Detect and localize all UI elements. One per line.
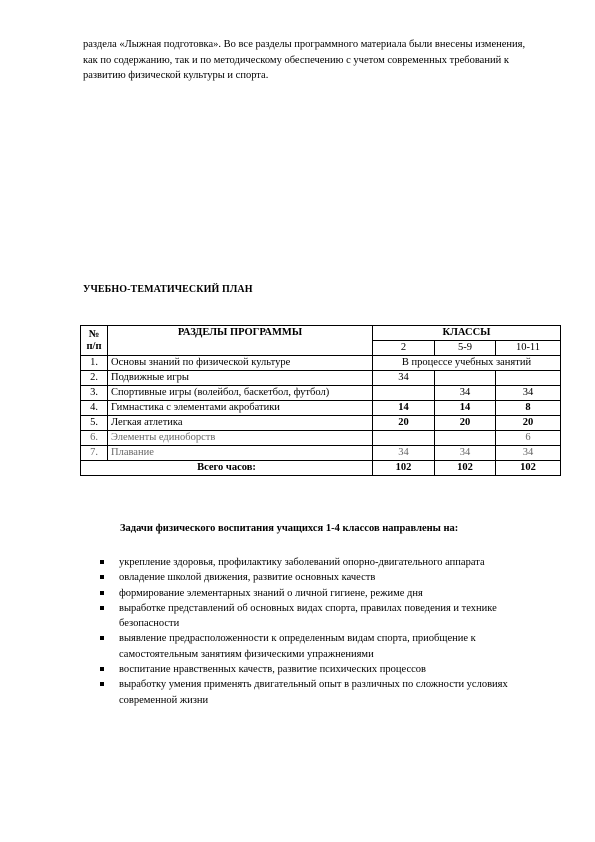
list-item [100,631,545,662]
table-row [81,371,561,386]
list-item-text: воспитание нравственных качеств, развитие психических процессов [119,664,426,676]
list-item [100,601,545,632]
row-value: 34 [373,371,435,386]
row-num: 3. [81,386,108,401]
row-name: Основы знаний по физической культуре [108,356,373,371]
row-value: 34 [373,446,435,461]
row-value [373,431,435,446]
header-num: № п/п [81,326,108,356]
list-item [100,570,545,585]
table-header-row [81,326,561,341]
row-value: 20 [373,416,435,431]
curriculum-table [80,325,561,476]
row-value: 14 [373,401,435,416]
tasks-list [100,555,545,708]
row-value: 20 [435,416,496,431]
list-item-text: формирование элементарных знаний о личной гигиене, режиме дня [119,587,423,599]
total-label: Всего часов: [81,461,373,476]
table-row [81,431,561,446]
list-item-text: выработке представлений об основных видах спорта, правилах поведения и технике безопасности [119,602,497,630]
row-name: Плавание [108,446,373,461]
list-item [100,677,545,708]
intro-paragraph: раздела «Лыжная подготовка». Во все разделы программного материала были внесены изменения, как по содержанию, так и по методическому обеспечению с учетом современных требований к развитию физической культуры и спорта. [83,39,526,81]
table-row [81,401,561,416]
row-num: 6. [81,431,108,446]
square-bullet-icon [100,560,104,564]
row-value: 14 [435,401,496,416]
list-item-text: укрепление здоровья, профилактику заболеваний опорно-двигательного аппарата [119,557,485,568]
row-num: 2. [81,371,108,386]
list-item-text: овладение школой движения, развитие основных качеств [119,572,376,584]
list-item-text: выявление предрасположенности к определенным видам спорта, приобщение к самостоятельным занятиям физическими упражнениями [119,633,476,660]
square-bullet-icon [100,667,104,671]
row-value: 20 [496,416,561,431]
square-bullet-icon [100,575,104,579]
table-row [81,356,561,371]
square-bullet-icon [100,636,104,640]
row-num: 4. [81,401,108,416]
row-value: 6 [496,431,561,446]
header-classes: КЛАССЫ [373,326,561,341]
row-name: Подвижные игры [108,371,373,386]
plan-title: УЧЕБНО-ТЕМАТИЧЕСКИЙ ПЛАН [83,284,253,295]
square-bullet-icon [100,591,104,595]
row-value: 34 [435,446,496,461]
row-value: 34 [496,386,561,401]
row-span-note: В процессе учебных занятий [373,356,561,371]
table-row [81,386,561,401]
total-value: 102 [373,461,435,476]
list-item [100,662,545,677]
row-value [496,371,561,386]
row-name: Гимнастика с элементами акробатики [108,401,373,416]
row-value: 34 [496,446,561,461]
grade-5-9: 5-9 [435,341,496,356]
total-value: 102 [496,461,561,476]
table-row [81,416,561,431]
tasks-heading: Задачи физического воспитания учащихся 1-4 классов направлены на: [120,523,459,534]
total-value: 102 [435,461,496,476]
grade-2: 2 [373,341,435,356]
row-value [435,371,496,386]
row-num: 1. [81,356,108,371]
row-value: 8 [496,401,561,416]
row-value: 34 [435,386,496,401]
row-num: 7. [81,446,108,461]
square-bullet-icon [100,682,104,686]
header-sections: РАЗДЕЛЫ ПРОГРАММЫ [108,326,373,356]
list-item-text: выработку умения применять двигательный опыт в различных по сложности условиях современной жизни [119,679,508,706]
row-name: Спортивные игры (волейбол, баскетбол, футбол) [108,386,373,401]
row-value [435,431,496,446]
row-value [373,386,435,401]
list-item [100,555,545,570]
square-bullet-icon [100,606,104,610]
row-name: Элементы единоборств [108,431,373,446]
row-name: Легкая атлетика [108,416,373,431]
row-num: 5. [81,416,108,431]
table-row [81,446,561,461]
table-total-row [81,461,561,476]
list-item [100,586,545,601]
grade-10-11: 10-11 [496,341,561,356]
